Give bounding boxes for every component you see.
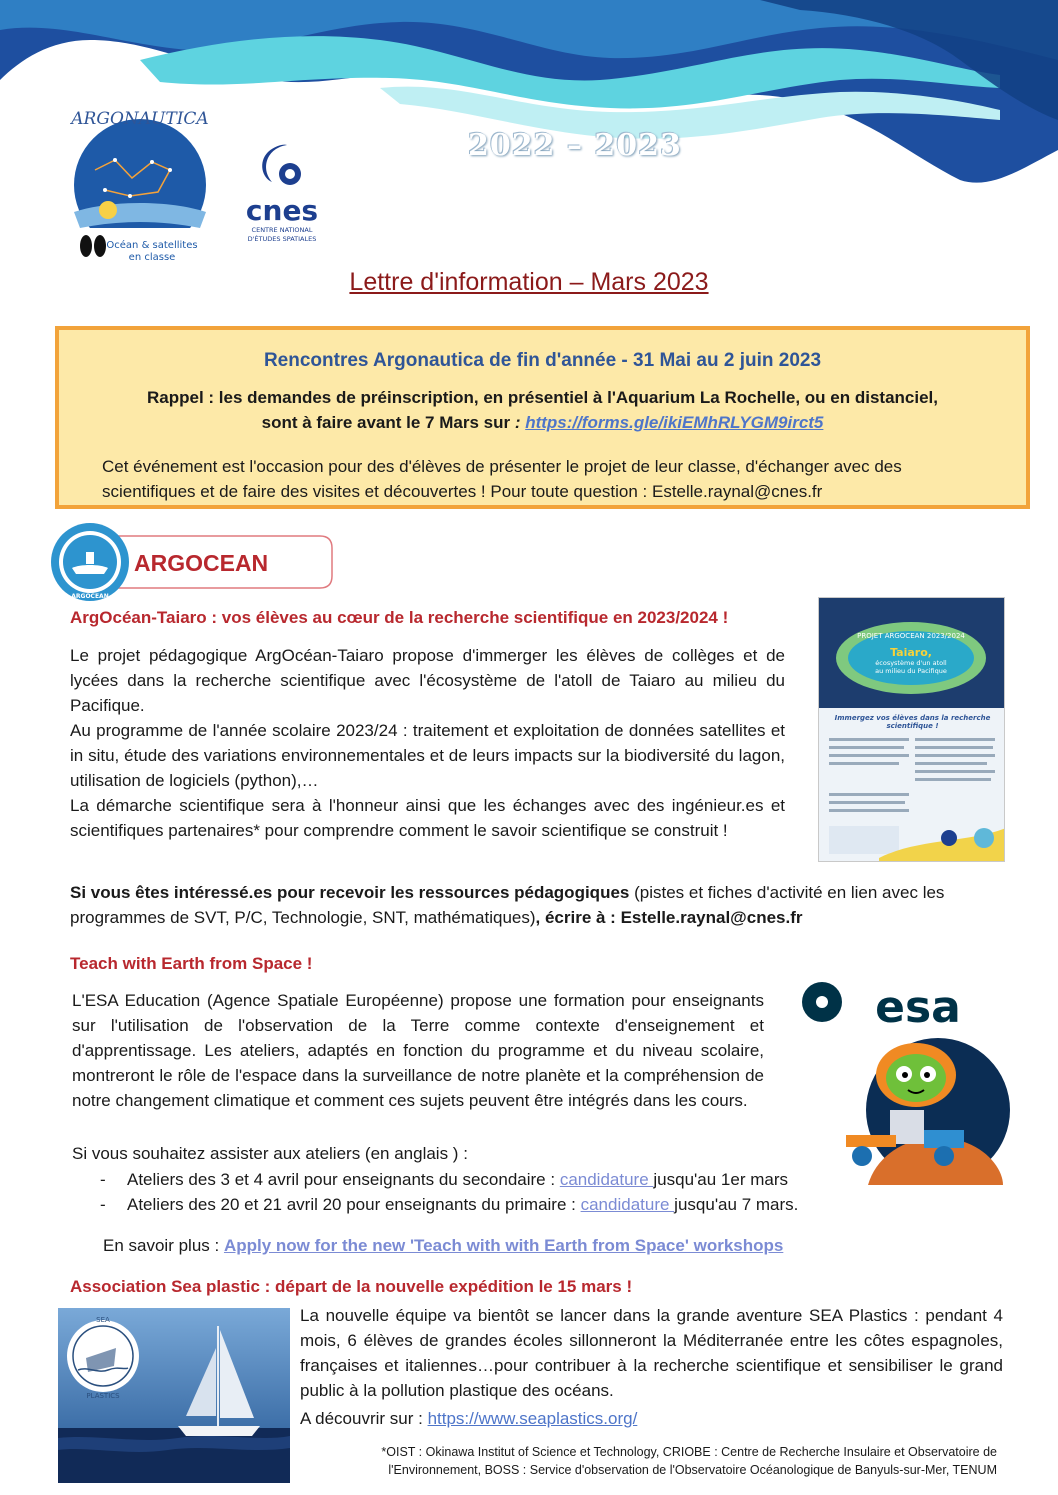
- footnote: [300, 1443, 997, 1479]
- workshop-secondary-deadline: jusqu'au 1er mars: [653, 1170, 788, 1189]
- poster-project: PROJET ARGOCEAN 2023/2024: [857, 632, 965, 640]
- argo-logo-title: ARGONAUTICA: [71, 109, 209, 129]
- poster-graphic: [819, 598, 1005, 862]
- resources-request: [70, 880, 1000, 930]
- seaplastic-logo-bottom: PLASTICS: [86, 1392, 120, 1400]
- argonautica-logo: [60, 100, 220, 270]
- footnote-line1: *OIST : Okinawa Institut of Science et Technology, CRIOBE : Centre de Recherche Insulaire et Observatoire de: [381, 1445, 997, 1459]
- workshop-primary-text: Ateliers des 20 et 21 avril 20 pour enseignants du primaire :: [127, 1195, 581, 1214]
- resources-contact: , écrire à : Estelle.raynal@cnes.fr: [535, 908, 803, 927]
- event-reminder-line2: [59, 410, 1026, 435]
- workshop-item-secondary: - Ateliers des 3 et 4 avril pour enseignants du secondaire : candidature jusqu'au 1er mars: [100, 1170, 788, 1189]
- seaplastic-logo-top: SEA: [96, 1316, 110, 1324]
- seaplastics-website-link[interactable]: https://www.seaplastics.org/: [427, 1409, 638, 1428]
- teach-description: L'ESA Education (Agence Spatiale Européenne) propose une formation pour enseignants sur l'utilisation de l'observation de la Terre comme contexte d'enseignement et d'apprentissage. Les ateliers, adaptés en fonction du programme et du niveau scolaire, montreront le rôle de l'espace dans la surveillance de notre planète et la compréhension de notre changement climatique et comment ces sujets peuvent être intégrés dans les cours.: [72, 991, 764, 1110]
- argocean-heading: ArgOcéan-Taiaro : vos élèves au cœur de la recherche scientifique en 2023/2024 !: [70, 608, 729, 627]
- esa-mascot-image: [798, 980, 1013, 1190]
- event-reminder: [59, 385, 1026, 435]
- argo-logo-sub1: Océan & satellites: [106, 240, 198, 251]
- argocean-text: [70, 643, 785, 843]
- argocean-icon-label: ARGOCEAN: [71, 593, 109, 600]
- cnes-sub1: CENTRE NATIONAL: [251, 226, 313, 234]
- footnote-line2: l'Environnement, BOSS : Service d'observation de l'Observatoire Océanologique de Banyuls-sur-Mer, TENUM: [388, 1463, 997, 1477]
- argocean-section-title: ARGOCEAN: [134, 550, 269, 576]
- event-heading: Rencontres Argonautica de fin d'année - 31 Mai au 2 juin 2023: [263, 350, 822, 371]
- argocean-para2: Au programme de l'année scolaire 2023/24 : traitement et exploitation de données satellites et in situ, étude des variations environnementales et de leurs impacts sur la biodiversité du lagon, utilisation de logiciels (python),…: [70, 721, 785, 790]
- learn-more-label: En savoir plus :: [103, 1236, 224, 1255]
- event-reminder-colon: :: [514, 413, 526, 432]
- cnes-sub2: D'ÉTUDES SPATIALES: [247, 235, 317, 243]
- poster-subtitle: écosystème d'un atoll au milieu du Pacifique: [875, 659, 947, 675]
- event-description: Cet événement est l'occasion pour des d'élèves de présenter le projet de leur classe, d'échanger avec des scientifiques et de faire des visites et découvertes ! Pour toute question : Estelle.raynal@cnes.fr: [102, 457, 902, 501]
- workshop-item-primary: - Ateliers des 20 et 21 avril 20 pour enseignants du primaire : candidature jusqu'au 7 mars.: [100, 1195, 799, 1214]
- event-highlight-box: [55, 326, 1030, 509]
- argocean-poster[interactable]: [818, 597, 1005, 862]
- teach-intro: Si vous souhaitez assister aux ateliers (en anglais ) :: [72, 1144, 468, 1163]
- secondary-application-link[interactable]: candidature: [559, 1170, 654, 1189]
- discover-label: A découvrir sur :: [300, 1409, 428, 1428]
- poster-tagline: Immergez vos élèves dans la recherche scientifique !: [834, 714, 991, 730]
- seaplastic-heading: Association Sea plastic : départ de la nouvelle expédition le 15 mars !: [70, 1277, 633, 1296]
- argocean-para1: Le projet pédagogique ArgOcéan-Taiaro propose d'immerger les élèves de collèges et de lycées dans la recherche scientifique avec l'écosystème de l'atoll de Taiaro au milieu du Pacifique.: [70, 646, 785, 715]
- primary-application-link[interactable]: candidature: [580, 1195, 675, 1214]
- teach-learn-more: [103, 1233, 983, 1258]
- resources-detail: (pistes et fiches d'activité en lien avec les programmes de SVT, P/C, Technologie, SNT, mathématiques): [70, 883, 945, 927]
- argocean-para3: La démarche scientifique sera à l'honneur ainsi que les échanges avec des ingénieur.es et scientifiques partenaires* pour comprendre comment le savoir scientifique se construit !: [70, 796, 785, 840]
- cnes-logo: [232, 140, 332, 250]
- resources-bold-1: Si vous êtes intéressé.es pour recevoir les ressources pédagogiques: [70, 883, 630, 902]
- teach-apply-link[interactable]: Apply now for the new 'Teach with with Earth from Space' workshops: [223, 1236, 784, 1255]
- argo-logo-sub2: en classe: [128, 252, 176, 263]
- seaplastic-photo: [58, 1308, 290, 1483]
- cnes-wordmark: cnes: [245, 194, 319, 227]
- poster-title: Taiaro,: [890, 646, 932, 659]
- event-reminder-line1: Rappel : les demandes de préinscription, en présentiel à l'Aquarium La Rochelle, ou en distanciel,: [147, 388, 938, 407]
- workshop-primary-deadline: jusqu'au 7 mars.: [674, 1195, 799, 1214]
- teach-heading: Teach with Earth from Space !: [70, 954, 313, 973]
- newsletter-title: Lettre d'information – Mars 2023: [349, 268, 709, 296]
- preregistration-link[interactable]: https://forms.gle/ikiEMhRLYGM9irct5: [525, 413, 824, 432]
- event-reminder-prefix: sont à faire avant le 7 Mars sur: [261, 413, 515, 432]
- seaplastic-discover: [300, 1406, 1000, 1431]
- workshop-secondary-text: Ateliers des 3 et 4 avril pour enseignants du secondaire :: [127, 1170, 560, 1189]
- esa-wordmark: esa: [875, 982, 961, 1033]
- seaplastic-description: La nouvelle équipe va bientôt se lancer dans la grande aventure SEA Plastics : pendant 4 mois, 6 élèves de grandes écoles sillonneront la Méditerranée entre les côtes espagnoles, françaises et italiennes…pour contribuer à la recherche scientifique et sensibiliser le grand public à la pollution plastique des océans.: [300, 1306, 1003, 1400]
- school-year-label: 2022 – 2023: [468, 128, 682, 163]
